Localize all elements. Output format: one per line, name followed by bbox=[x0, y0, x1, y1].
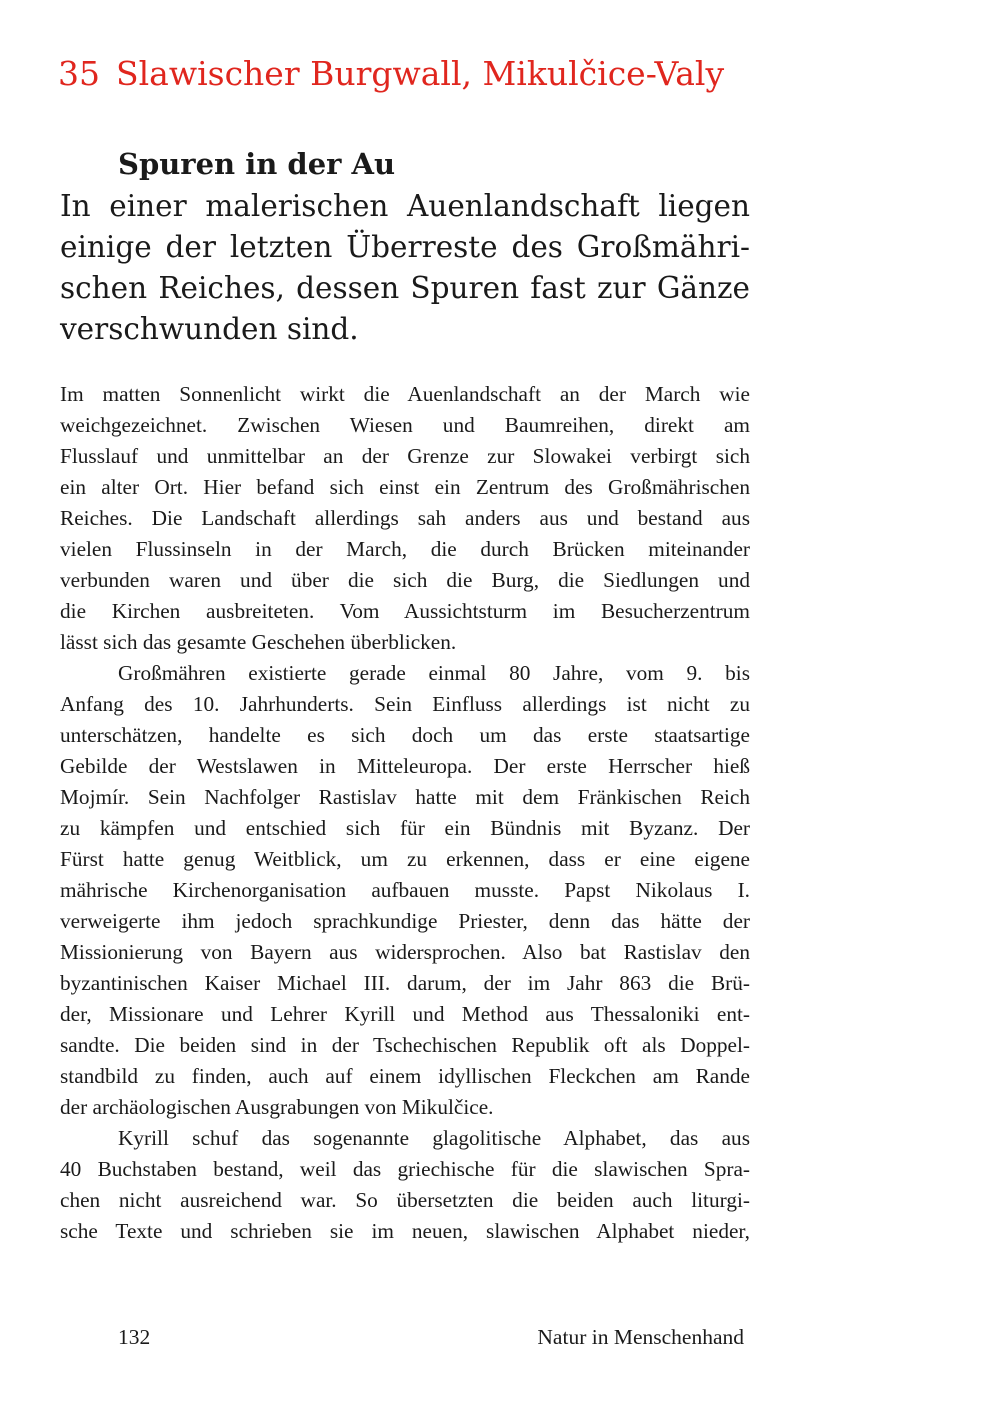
body-line: 40 Buchstaben bestand, weil das griechische für die slawischen Spra- bbox=[60, 1157, 750, 1181]
body-line: sandte. Die beiden sind in der Tschechischen Republik oft als Doppel- bbox=[60, 1033, 750, 1057]
body-line: Gebilde der Westslawen in Mitteleuropa. Der erste Herrscher hieß bbox=[60, 754, 750, 778]
body-line: sche Texte und schrieben sie im neuen, slawischen Alphabet nieder, bbox=[60, 1219, 750, 1243]
body-line: unterschätzen, handelte es sich doch um das erste staatsartige bbox=[60, 723, 750, 747]
body-line: Fürst hatte genug Weitblick, um zu erkennen, dass er eine eigene bbox=[60, 847, 750, 871]
body-line: der, Missionare und Lehrer Kyrill und Method aus Thessaloniki ent- bbox=[60, 1002, 750, 1026]
running-title: Natur in Menschenhand bbox=[537, 1325, 744, 1349]
body-line: weichgezeichnet. Zwischen Wiesen und Baumreihen, direkt am bbox=[60, 413, 750, 437]
body-line: byzantinischen Kaiser Michael III. darum, der im Jahr 863 die Brü- bbox=[60, 971, 750, 995]
chapter-header bbox=[58, 52, 758, 96]
body-line: Missionierung von Bayern aus widersprochen. Also bat Rastislav den bbox=[60, 940, 750, 964]
body-line: lässt sich das gesamte Geschehen überblicken. bbox=[60, 630, 457, 654]
chapter-title: Slawischer Burgwall, Mikulčice-Valy bbox=[116, 54, 725, 93]
body-line: zu kämpfen und entschied sich für ein Bündnis mit Byzanz. Der bbox=[60, 816, 750, 840]
chapter-number: 35 bbox=[58, 54, 100, 93]
page-footer bbox=[60, 1321, 750, 1353]
body-line: Großmähren existierte gerade einmal 80 Jahre, vom 9. bis bbox=[118, 661, 750, 685]
body-line: mährische Kirchenorganisation aufbauen musste. Papst Nikolaus I. bbox=[60, 878, 750, 902]
lead-line: In einer malerischen Auenlandschaft liegen bbox=[60, 189, 750, 223]
body-line: Kyrill schuf das sogenannte glagolitische Alphabet, das aus bbox=[118, 1126, 750, 1150]
lead-line: verschwunden sind. bbox=[60, 312, 359, 346]
body-line: verweigerte ihm jedoch sprachkundige Priester, denn das hätte der bbox=[60, 909, 750, 933]
body-line: der archäologischen Ausgrabungen von Mikulčice. bbox=[60, 1095, 494, 1119]
body-line: vielen Flussinseln in der March, die durch Brücken miteinander bbox=[60, 537, 750, 561]
body-line: Anfang des 10. Jahrhunderts. Sein Einfluss allerdings ist nicht zu bbox=[60, 692, 750, 716]
body-line: Im matten Sonnenlicht wirkt die Auenlandschaft an der March wie bbox=[60, 382, 750, 406]
body-text bbox=[60, 379, 750, 1247]
body-line: ein alter Ort. Hier befand sich einst ein Zentrum des Großmährischen bbox=[60, 475, 750, 499]
body-line: Flusslauf und unmittelbar an der Grenze zur Slowakei verbirgt sich bbox=[60, 444, 750, 468]
lead-line: einige der letzten Überreste des Großmähri- bbox=[60, 230, 750, 264]
lead-paragraph bbox=[60, 186, 750, 350]
article-headline: Spuren in der Au bbox=[118, 147, 396, 181]
body-line: chen nicht ausreichend war. So übersetzten die beiden auch liturgi- bbox=[60, 1188, 750, 1212]
body-line: standbild zu finden, auch auf einem idyllischen Fleckchen am Rande bbox=[60, 1064, 750, 1088]
lead-line: schen Reiches, dessen Spuren fast zur Gänze bbox=[60, 271, 750, 305]
body-line: verbunden waren und über die sich die Burg, die Siedlungen und bbox=[60, 568, 750, 592]
body-line: die Kirchen ausbreiteten. Vom Aussichtsturm im Besucherzentrum bbox=[60, 599, 750, 623]
body-line: Mojmír. Sein Nachfolger Rastislav hatte mit dem Fränkischen Reich bbox=[60, 785, 750, 809]
body-line: Reiches. Die Landschaft allerdings sah anders aus und bestand aus bbox=[60, 506, 750, 530]
page-number: 132 bbox=[118, 1325, 151, 1349]
